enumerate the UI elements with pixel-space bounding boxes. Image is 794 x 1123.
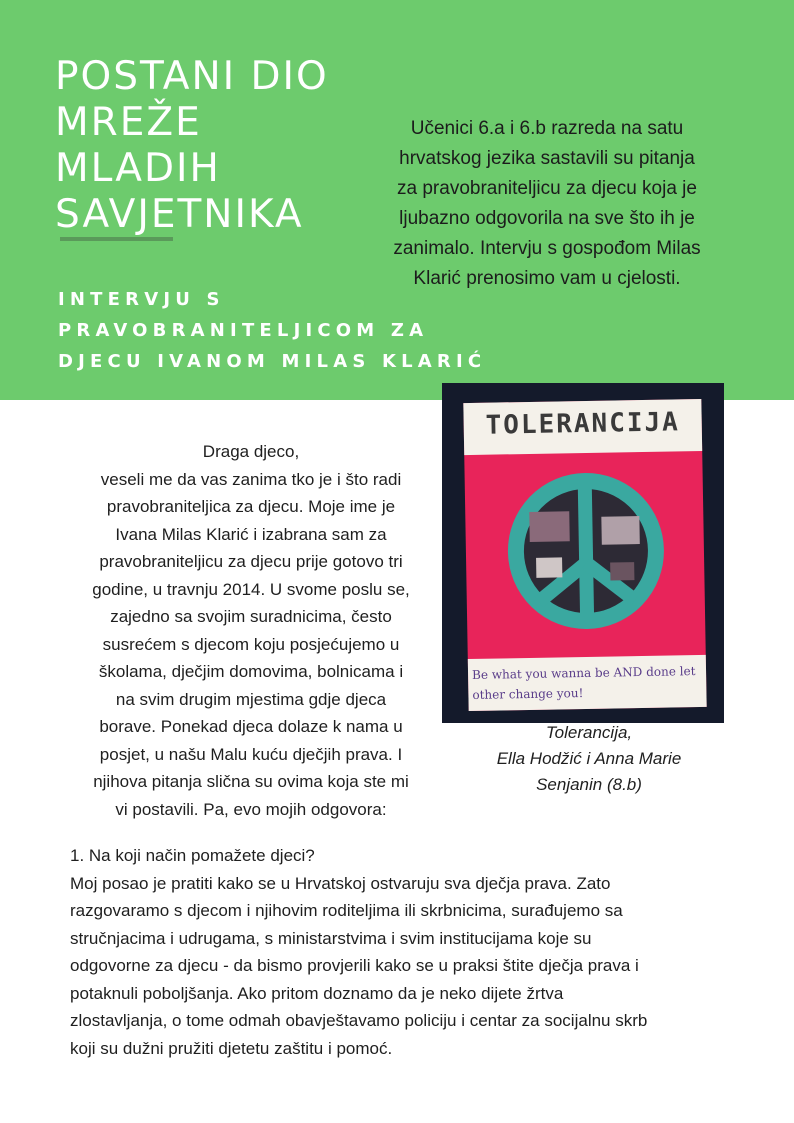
letter-line: pravobraniteljicu za djecu prije gotovo tri xyxy=(99,552,403,571)
tolerance-poster xyxy=(463,399,706,711)
letter-line: posjet, u našu Malu kuću dječjih prava. I xyxy=(99,744,403,764)
caption-line: Senjanin (8.b) xyxy=(536,775,642,794)
letter-line: borave. Ponekad djeca dolaze k nama u xyxy=(99,717,403,736)
intro-line: hrvatskog jezika sastavili su pitanja xyxy=(399,148,695,169)
poster-footer-text: Be what you wanna be AND done let other change you! xyxy=(471,664,696,702)
subtitle-line: PRAVOBRANITELJICOM ZA xyxy=(58,320,429,341)
poster-header xyxy=(463,399,702,455)
letter-line: zajedno sa svojim suradnicima, često xyxy=(110,607,392,626)
answer-line: stručnjacima i udrugama, s ministarstvima i svim institucijama koje su xyxy=(70,928,592,948)
intro-paragraph xyxy=(360,114,734,294)
subtitle-line: INTERVJU S xyxy=(58,289,225,310)
letter-line: pravobraniteljica za djecu. Moje ime je xyxy=(106,497,396,516)
intro-line: Klarić prenosimo vam u cjelosti. xyxy=(413,268,681,289)
intro-line: zanimalo. Intervju s gospođom Milas xyxy=(393,238,701,259)
letter-line: Ivana Milas Klarić i izabrana sam za xyxy=(115,524,387,544)
qa-section xyxy=(70,842,730,1062)
poster-footer xyxy=(468,655,707,711)
answer-line: koji su dužni pružiti djetetu zaštitu i pomoć. xyxy=(70,1038,393,1058)
subtitle-line: DJECU IVANOM MILAS KLARIĆ xyxy=(58,351,487,372)
intro-line: Učenici 6.a i 6.b razreda na satu xyxy=(410,118,684,139)
letter-line: vi postavili. Pa, evo mojih odgovora: xyxy=(115,799,387,819)
page-subtitle xyxy=(58,284,578,377)
caption-line: Ella Hodžić i Anna Marie xyxy=(496,749,682,768)
caption-line: Tolerancija, xyxy=(545,723,633,742)
peace-symbol-icon xyxy=(505,470,668,633)
question: 1. Na koji način pomažete djeci? xyxy=(70,846,315,865)
letter-line: školama, dječjim domovima, bolnicama i xyxy=(98,662,404,681)
title-line: POSTANI DIO MREŽE xyxy=(55,54,329,145)
letter-line: njihova pitanja slična su ovima koja ste mi xyxy=(93,772,409,791)
answer-line: odgovorne za djecu - da bismo provjerili kako se u praksi štite dječja prava i xyxy=(70,956,639,975)
letter-line: susrećem s djecom koju posjećujemo u xyxy=(102,634,400,654)
poster-title: TOLERANCIJA xyxy=(485,407,681,441)
page-title xyxy=(55,54,375,238)
intro-line: za pravobraniteljicu za djecu koja je xyxy=(397,178,697,199)
answer-paragraph xyxy=(70,870,730,1063)
answer-line: potaknuli poboljšanja. Ako pritom doznamo da je neko dijete žrtva xyxy=(70,983,564,1003)
intro-line: ljubazno odgovorila na sve što ih je xyxy=(399,208,695,229)
image-caption xyxy=(470,720,708,798)
letter-greeting: Draga djeco, xyxy=(202,442,300,461)
artwork-photo xyxy=(442,383,724,723)
letter-line: na svim drugim mjestima gdje djeca xyxy=(115,689,387,709)
answer-line: razgovaramo s djecom i njihovim roditeljima ili skrbnicima, surađujemo sa xyxy=(70,901,623,920)
letter-line: godine, u travnju 2014. U svome poslu se, xyxy=(92,579,410,599)
answer-line: Moj posao je pratiti kako se u Hrvatskoj ostvaruju sva dječja prava. Zato xyxy=(70,873,611,893)
letter-paragraph xyxy=(70,438,432,823)
answer-line: zlostavljanja, o tome odmah obavještavamo policiju i centar za socijalnu skrb xyxy=(70,1011,648,1030)
title-divider xyxy=(60,237,173,241)
title-line: SAVJETNIKA xyxy=(55,192,304,237)
letter-line: veseli me da vas zanima tko je i što radi xyxy=(100,469,402,489)
title-line: MLADIH xyxy=(55,146,221,191)
